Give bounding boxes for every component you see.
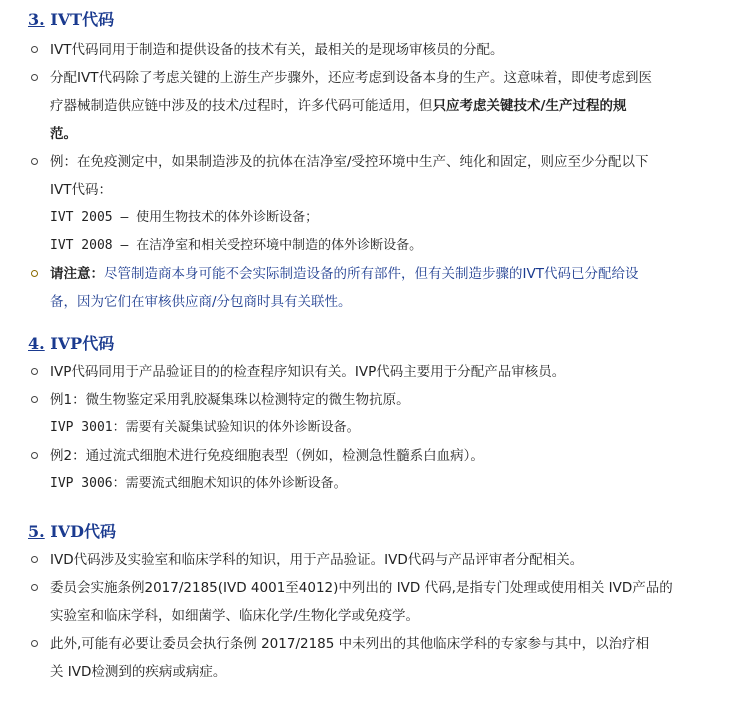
item-text: IVT代码同用于制造和提供设备的技术有关，最相关的是现场审核员的分配。 xyxy=(50,42,504,58)
item-text: IVT 2005 – 使用生物技术的体外诊断设备； xyxy=(50,210,319,225)
bullet-icon xyxy=(31,74,38,81)
list-item-continuation xyxy=(28,176,722,204)
section-title: IVP代码 xyxy=(44,334,115,353)
item-text: 委员会实施条例2017/2185(IVD 4001至4012)中列出的 IVD 代码,是指专门处理或使用相关 IVD产品的 xyxy=(50,580,673,596)
note-continuation xyxy=(28,288,722,316)
section-heading xyxy=(28,520,722,544)
bullet-icon xyxy=(31,640,38,647)
bullet-icon xyxy=(31,158,38,165)
bullet-icon xyxy=(31,46,38,53)
section-number: 3. xyxy=(28,10,45,29)
list-item xyxy=(28,630,722,658)
list-item xyxy=(28,64,722,92)
bullet-icon xyxy=(31,396,38,403)
item-text: 此外,可能有必要让委员会执行条例 2017/2185 中未列出的其他临床学科的专家参与其中，以治疗相 xyxy=(50,636,650,652)
note-item xyxy=(28,260,722,288)
code-line xyxy=(28,414,722,442)
section-number: 5. xyxy=(28,522,45,541)
item-text: IVP 3001：需要有关凝集试验知识的体外诊断设备。 xyxy=(50,420,360,435)
list-item-continuation xyxy=(28,92,722,120)
item-text: 实验室和临床学科，如细菌学、临床化学/生物化学或免疫学。 xyxy=(50,608,420,624)
bullet-icon xyxy=(31,584,38,591)
note-label: 请注意： xyxy=(50,266,104,282)
item-emphasis: 范。 xyxy=(50,126,77,142)
list-item xyxy=(28,386,722,414)
list-item xyxy=(28,358,722,386)
bullet-icon xyxy=(31,452,38,459)
bullet-icon xyxy=(31,368,38,375)
list-item xyxy=(28,442,722,470)
bullet-icon xyxy=(31,556,38,563)
note-text: 备，因为它们在审核供应商/分包商时具有关联性。 xyxy=(50,294,352,310)
code-line xyxy=(28,204,722,232)
section-ivt xyxy=(28,8,722,316)
list-item xyxy=(28,148,722,176)
section-ivd xyxy=(28,520,722,686)
item-text: IVT代码： xyxy=(50,182,112,198)
item-text: 例：在免疫测定中，如果制造涉及的抗体在洁净室/受控环境中生产、纯化和固定，则应至少分配以下 xyxy=(50,154,649,170)
note-text: 尽管制造商本身可能不会实际制造设备的所有部件，但有关制造步骤的IVT代码已分配给设 xyxy=(104,266,639,282)
section-heading xyxy=(28,332,722,356)
item-text: IVD代码涉及实验室和临床学科的知识，用于产品验证。IVD代码与产品评审者分配相关。 xyxy=(50,552,584,568)
bullet-icon xyxy=(31,270,38,277)
code-line xyxy=(28,470,722,498)
code-line xyxy=(28,232,722,260)
item-emphasis: 只应考虑关键技术/生产过程的规 xyxy=(432,98,627,114)
item-text: 例1：微生物鉴定采用乳胶凝集珠以检测特定的微生物抗原。 xyxy=(50,392,410,408)
section-title: IVD代码 xyxy=(44,522,117,541)
section-title: IVT代码 xyxy=(44,10,115,29)
item-text: 例2：通过流式细胞术进行免疫细胞表型（例如，检测急性髓系白血病）。 xyxy=(50,448,484,464)
list-item-continuation xyxy=(28,658,722,686)
item-text: IVP代码同用于产品验证目的的检查程序知识有关。IVP代码主要用于分配产品审核员。 xyxy=(50,364,566,380)
list-item xyxy=(28,546,722,574)
item-text: 关 IVD检测到的疾病或病症。 xyxy=(50,664,227,680)
item-text: IVT 2008 – 在洁净室和相关受控环境中制造的体外诊断设备。 xyxy=(50,238,423,253)
item-text: 疗器械制造供应链中涉及的技术/过程时，许多代码可能适用，但 xyxy=(50,98,433,114)
list-item-continuation xyxy=(28,602,722,630)
list-item xyxy=(28,574,722,602)
list-item xyxy=(28,36,722,64)
section-number: 4. xyxy=(28,334,45,353)
section-ivp xyxy=(28,332,722,498)
list-item-continuation xyxy=(28,120,722,148)
item-text: 分配IVT代码除了考虑关键的上游生产步骤外，还应考虑到设备本身的生产。这意味着，即使考虑到医 xyxy=(50,70,652,86)
section-heading xyxy=(28,8,722,32)
item-text: IVP 3006：需要流式细胞术知识的体外诊断设备。 xyxy=(50,476,347,491)
